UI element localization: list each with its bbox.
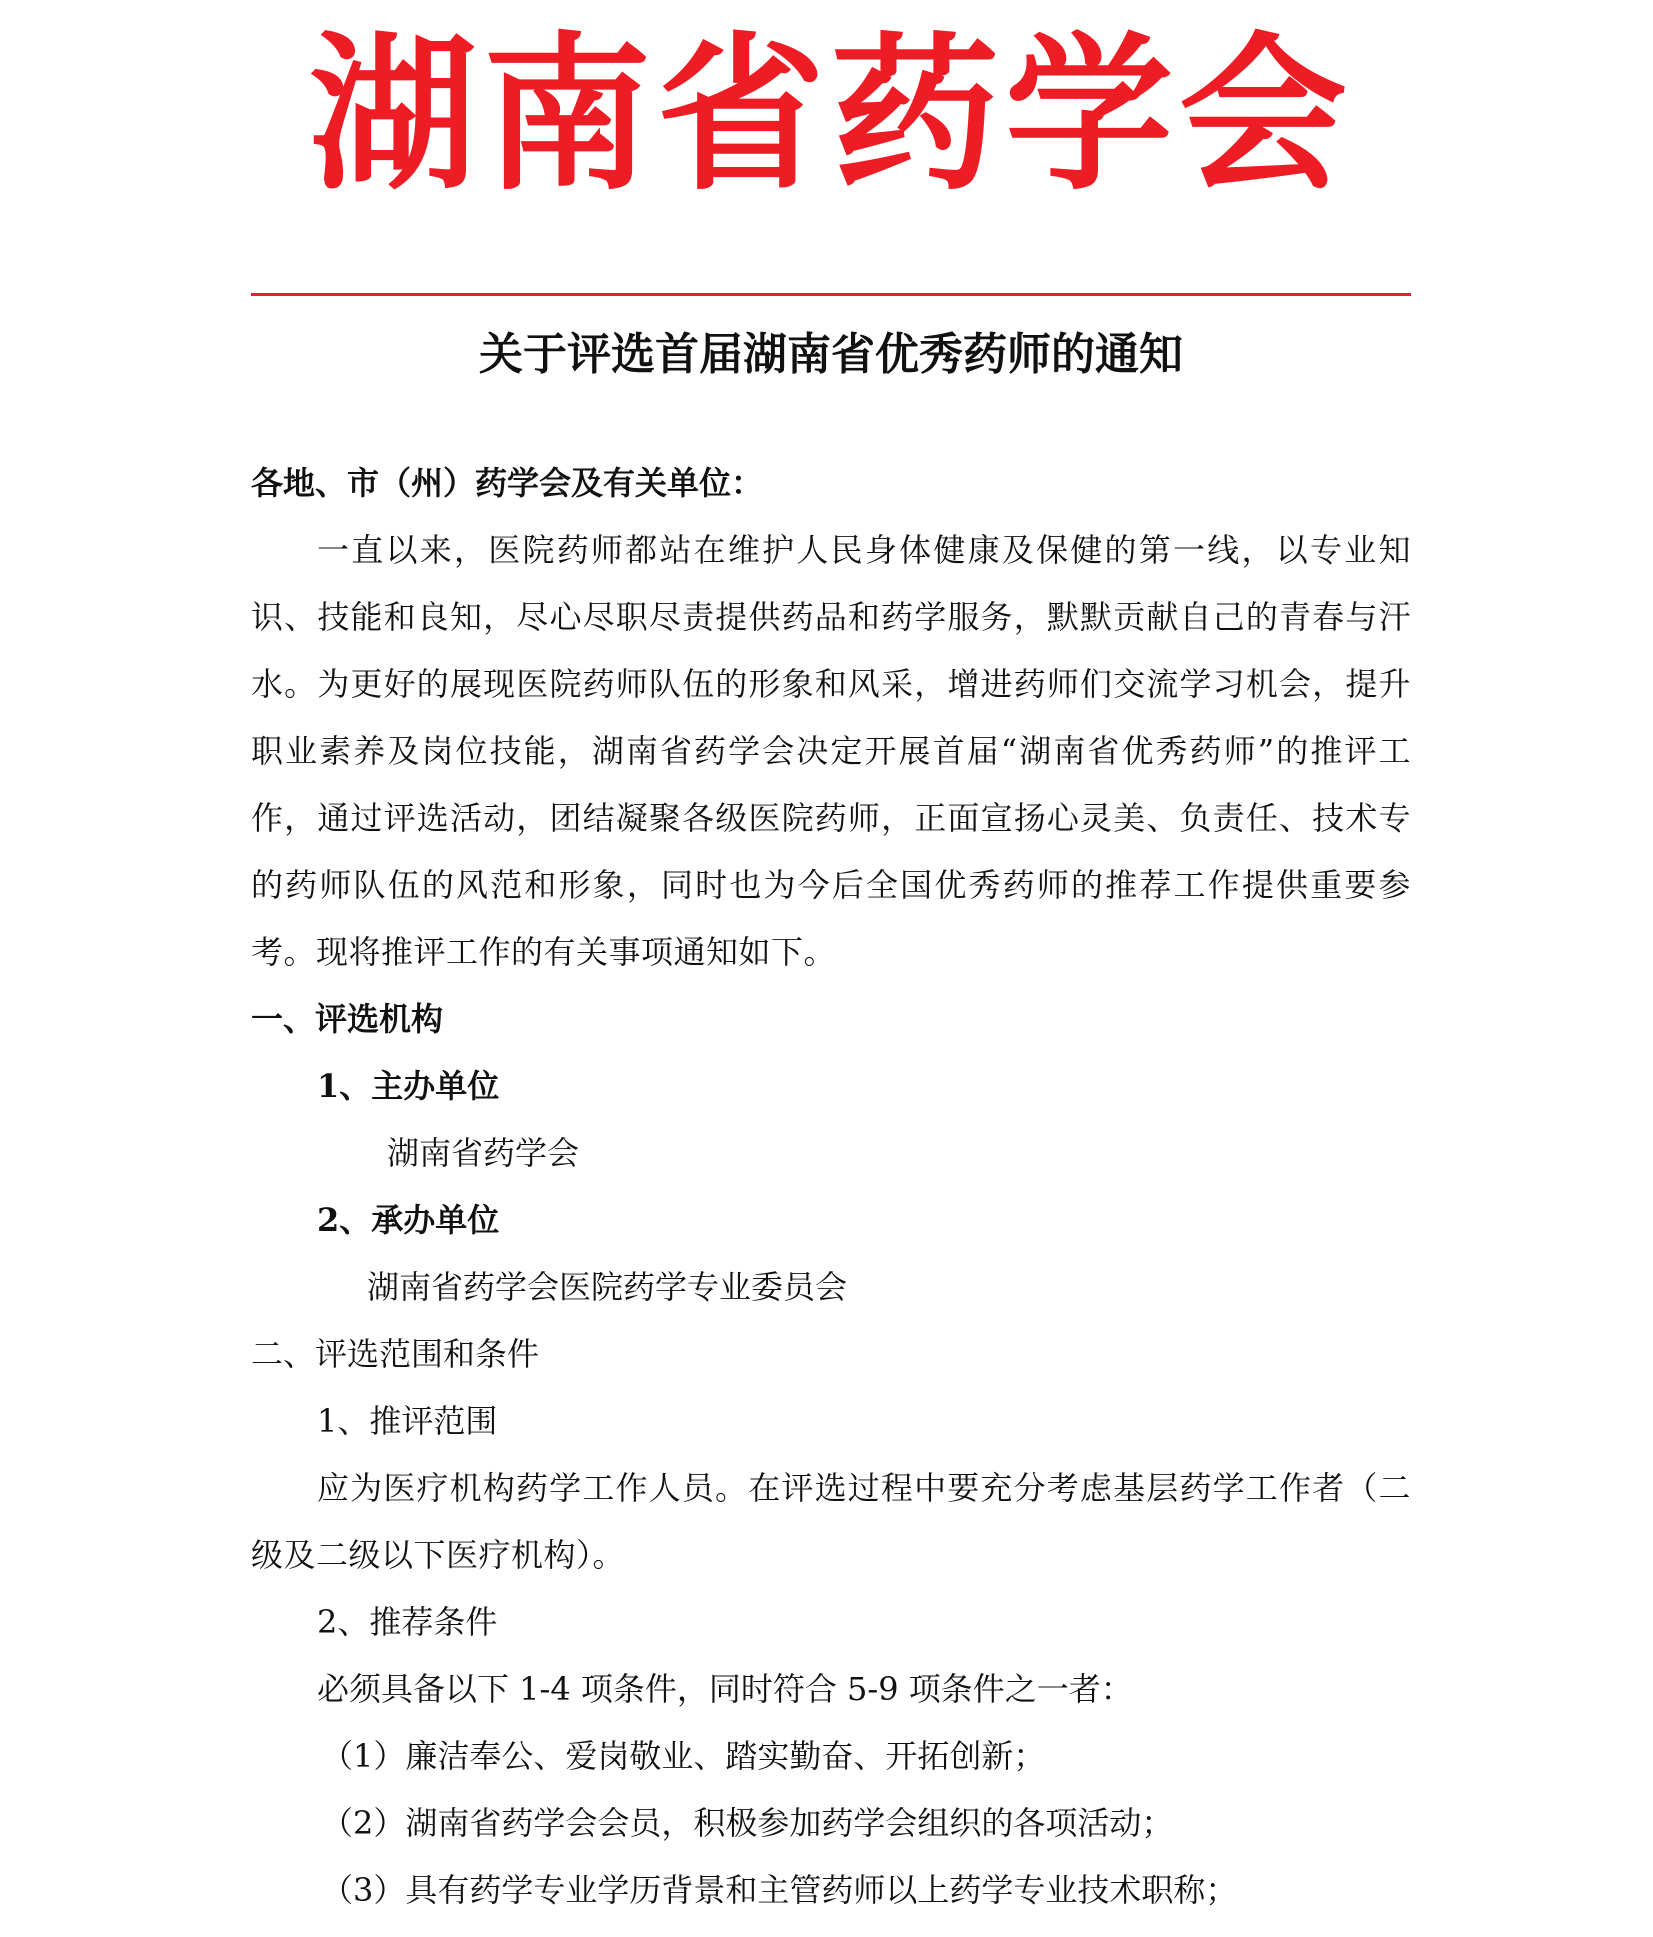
section-heading-scope: 二、评选范围和条件 [251, 1335, 540, 1373]
organizer-organization: 湖南省药学会医院药学专业委员会 [367, 1268, 848, 1306]
notice-body [251, 450, 1411, 1924]
condition-item: （2）湖南省药学会会员，积极参加药学会组织的各项活动； [321, 1804, 1174, 1842]
conditions-intro: 必须具备以下 1-4 项条件，同时符合 5-9 项条件之一者： [317, 1670, 1133, 1708]
letterhead-divider [251, 293, 1411, 296]
salutation: 各地、市（州）药学会及有关单位： [251, 464, 764, 502]
range-text: 应为医疗机构药学工作人员。在评选过程中要充分考虑基层药学工作者（二级及二级以下医疗机构）。 [251, 1469, 1411, 1574]
condition-item: （1）廉洁奉公、爱岗敬业、踏实勤奋、开拓创新； [321, 1737, 1046, 1775]
condition-item: （3）具有药学专业学历背景和主管药师以上药学专业技术职称； [321, 1871, 1238, 1909]
subsection-heading-conditions: 2、推荐条件 [317, 1603, 498, 1641]
notice-title: 关于评选首届湖南省优秀药师的通知 [479, 329, 1183, 380]
subsection-heading-host: 1、主办单位 [317, 1067, 500, 1105]
section-heading-organization: 一、评选机构 [251, 1000, 444, 1038]
subsection-heading-range: 1、推评范围 [317, 1402, 498, 1440]
intro-paragraph: 一直以来，医院药师都站在维护人民身体健康及保健的第一线，以专业知识、技能和良知，尽心尽职尽责提供药品和药学服务，默默贡献自己的青春与汗水。为更好的展现医院药师队伍的形象和风采，增进药师们交流学习机会，提升职业素养及岗位技能，湖南省药学会决定开展首届“湖南省优秀药师”的推评工作，通过评选活动，团结凝聚各级医院药师，正面宣扬心灵美、负责任、技术专的药师队伍的风范和形象，同时也为今后全国优秀药师的推荐工作提供重要参考。现将推评工作的有关事项通知如下。 [251, 531, 1411, 971]
org-letterhead-title: 湖南省药学会 [309, 17, 1353, 213]
host-organization: 湖南省药学会 [387, 1134, 580, 1172]
subsection-heading-organizer: 2、承办单位 [317, 1201, 500, 1239]
